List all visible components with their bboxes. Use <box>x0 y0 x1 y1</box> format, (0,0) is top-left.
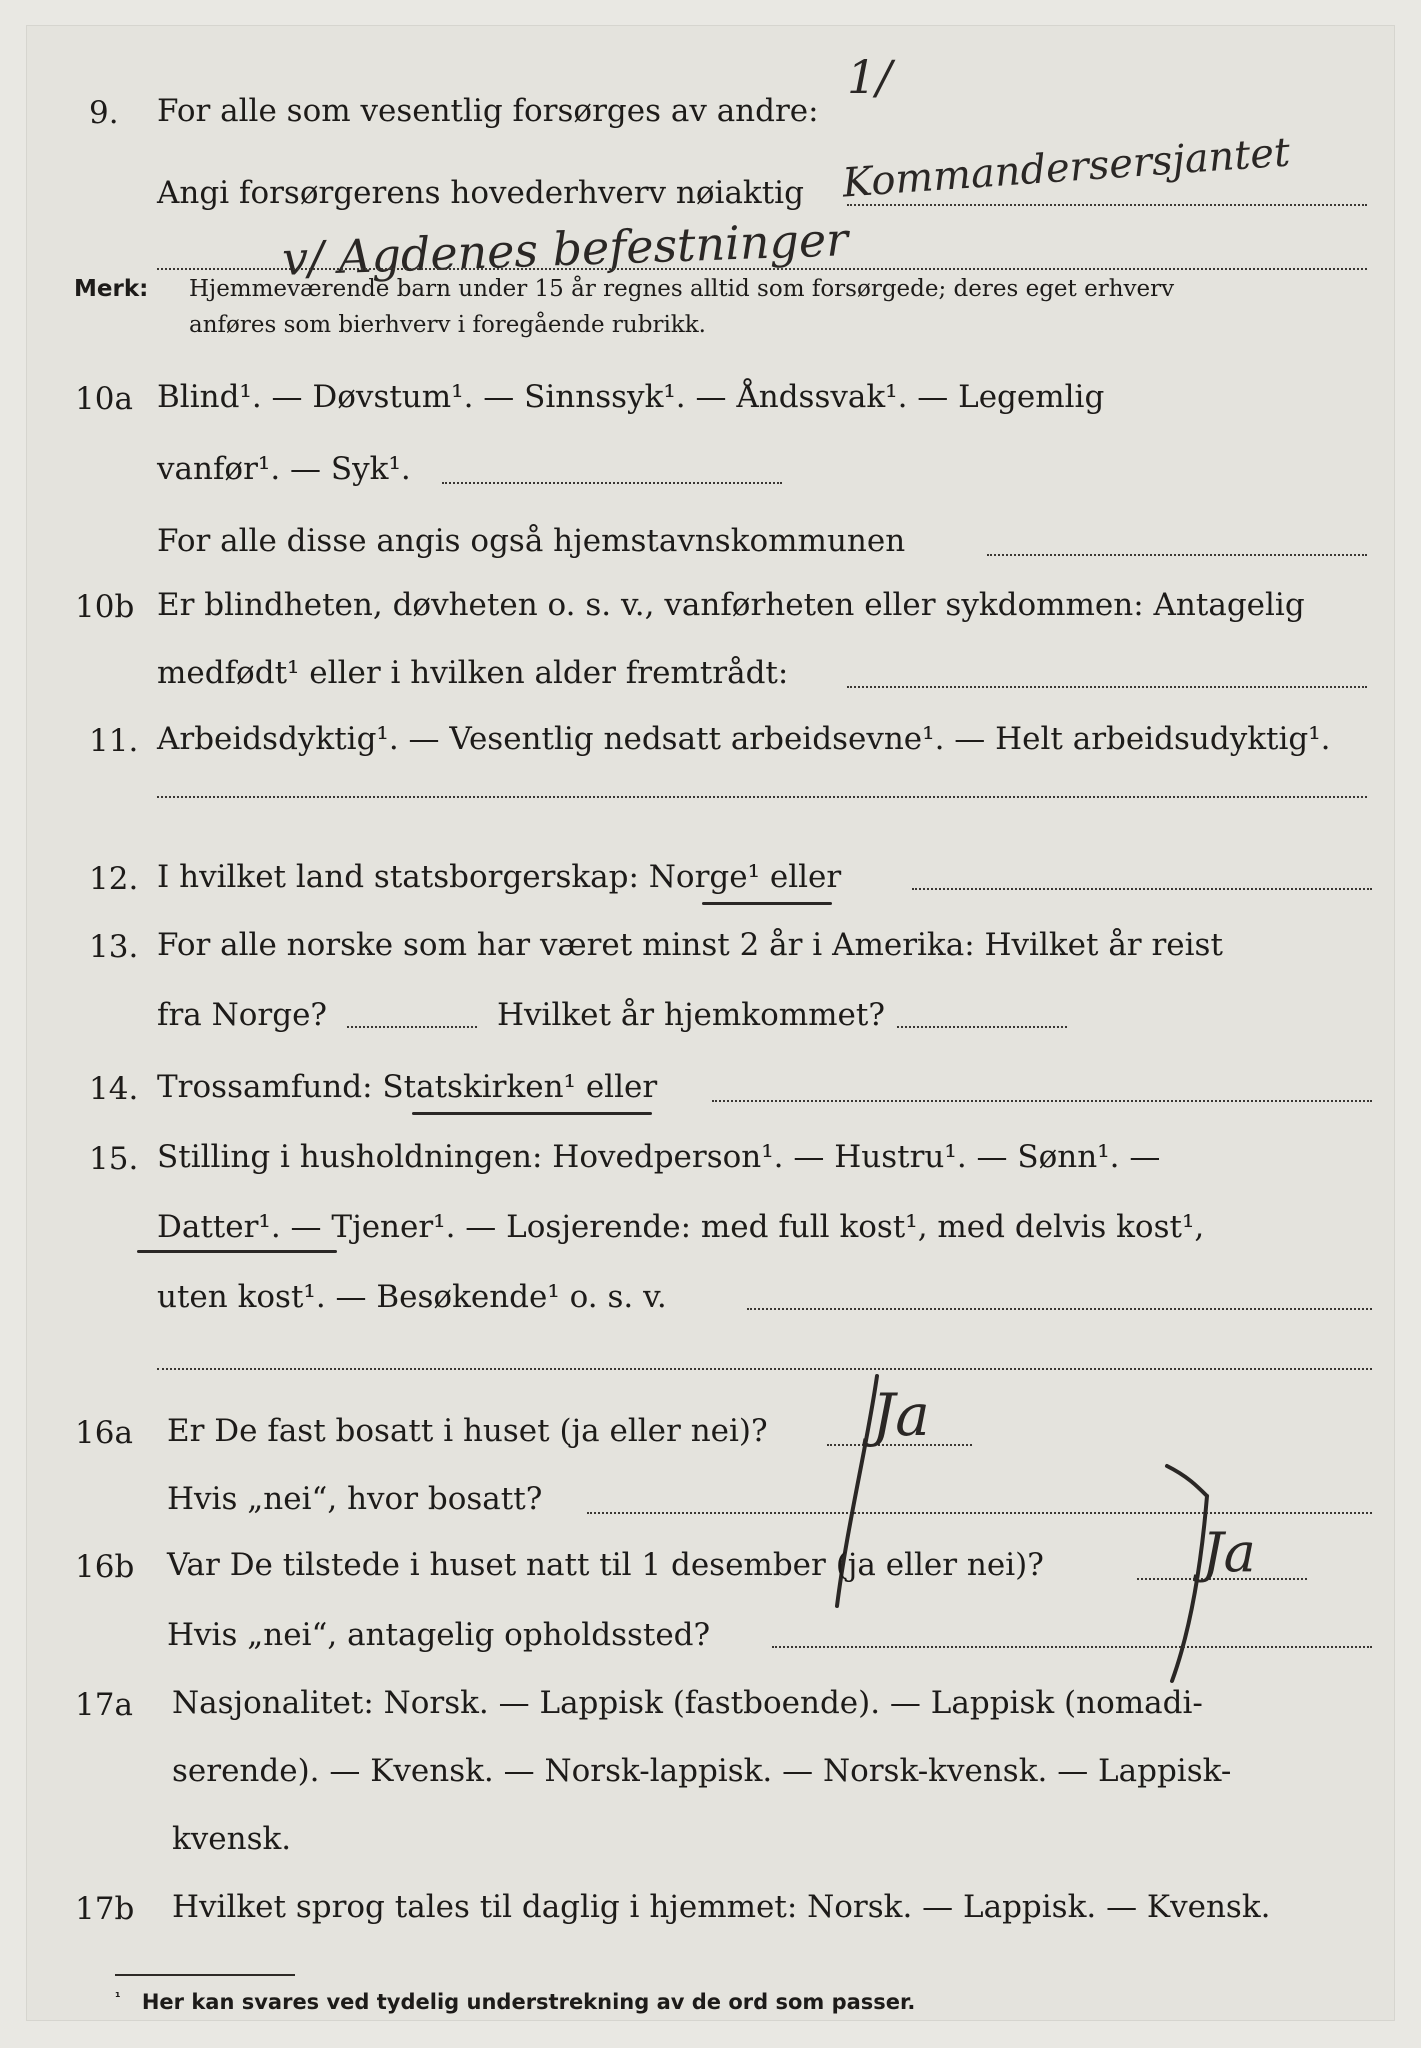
note-line-2: anføres som bierhverv i foregående rubrikk. <box>189 312 706 338</box>
question-16b-line-1: Var De tilstede i huset natt til 1 desember (ja eller nei)? <box>167 1547 1044 1583</box>
question-9-number: 9. <box>89 95 119 131</box>
question-10a-line-2: vanfør¹. — Syk¹. <box>157 451 411 487</box>
answer-dotted-line <box>157 1368 1372 1370</box>
answer-dotted-line <box>157 796 1367 798</box>
question-13-number: 13. <box>89 929 139 965</box>
answer-underline <box>137 1250 337 1253</box>
handwritten-answer-16a: Ja <box>872 1381 930 1449</box>
question-10b-line-2: medfødt¹ eller i hvilken alder fremtrådt: <box>157 655 789 691</box>
handwritten-stroke <box>807 1366 927 1626</box>
answer-underline <box>702 902 832 905</box>
question-15-line-2: Datter¹. — Tjener¹. — Losjerende: med full kost¹, med delvis kost¹, <box>157 1209 1205 1245</box>
question-17b-number: 17b <box>75 1891 135 1927</box>
question-10a-line-1: Blind¹. — Døvstum¹. — Sinnssyk¹. — Åndssvak¹. — Legemlig <box>157 379 1105 415</box>
question-13-line-2a: fra Norge? <box>157 997 328 1033</box>
question-12-number: 12. <box>89 861 139 897</box>
question-11-line-1: Arbeidsdyktig¹. — Vesentlig nedsatt arbeidsevne¹. — Helt arbeidsudyktig¹. <box>157 721 1331 757</box>
answer-dotted-line <box>157 268 1367 270</box>
answer-dotted-line <box>847 686 1367 688</box>
question-14-number: 14. <box>89 1071 139 1107</box>
handwritten-employer: v/ Agdenes befestninger <box>281 212 849 286</box>
note-line-1: Hjemmeværende barn under 15 år regnes alltid som forsørgede; deres eget erhverv <box>189 276 1175 302</box>
question-14-line-1: Trossamfund: Statskirken¹ eller <box>157 1069 658 1105</box>
question-13-line-2b: Hvilket år hjemkommet? <box>497 997 885 1033</box>
question-16a-number: 16a <box>75 1415 133 1451</box>
question-17a-number: 17a <box>75 1687 133 1723</box>
question-16b-line-2: Hvis „nei“, antagelig opholdssted? <box>167 1617 711 1653</box>
question-17a-line-1: Nasjonalitet: Norsk. — Lappisk (fastboende). — Lappisk (nomadi- <box>172 1685 1203 1721</box>
footnote <box>115 1989 915 2014</box>
question-10a-line-3: For alle disse angis også hjemstavnskommunen <box>157 523 906 559</box>
answer-dotted-line <box>847 204 1367 206</box>
question-9-line-2: Angi forsørgerens hovederhverv nøiaktig <box>157 175 804 211</box>
question-11-number: 11. <box>89 723 139 759</box>
question-10b-number: 10b <box>75 589 135 625</box>
answer-dotted-line <box>712 1100 1372 1102</box>
question-17a-line-3: kvensk. <box>172 1821 292 1857</box>
answer-dotted-line <box>897 1026 1067 1028</box>
question-16a-line-1: Er De fast bosatt i huset (ja eller nei)? <box>167 1413 768 1449</box>
note-label: Merk: <box>74 276 149 302</box>
answer-dotted-line <box>987 554 1367 556</box>
footnote-rule <box>115 1974 295 1976</box>
question-17a-line-2: serende). — Kvensk. — Norsk-lappisk. — Norsk-kvensk. — Lappisk- <box>172 1753 1232 1789</box>
question-13-line-1: For alle norske som har været minst 2 år i Amerika: Hvilket år reist <box>157 927 1223 963</box>
question-9-line-1: For alle som vesentlig forsørges av andre: <box>157 93 819 129</box>
question-17b-line-1: Hvilket sprog tales til daglig i hjemmet: Norsk. — Lappisk. — Kvensk. <box>172 1889 1271 1925</box>
answer-dotted-line <box>772 1646 1372 1648</box>
answer-underline <box>412 1112 652 1115</box>
question-10b-line-1: Er blindheten, døvheten o. s. v., vanførheten eller sykdommen: Antagelig <box>157 587 1305 623</box>
question-12-line-1: I hvilket land statsborgerskap: Norge¹ eller <box>157 859 842 895</box>
footnote-mark: ¹ <box>115 1989 121 2004</box>
answer-dotted-line <box>442 482 782 484</box>
question-15-number: 15. <box>89 1141 139 1177</box>
handwritten-occupation: Kommandersersjantet <box>840 129 1292 207</box>
question-10a-number: 10a <box>75 381 133 417</box>
footnote-text: Her kan svares ved tydelig understrekning av de ord som passer. <box>141 1990 916 2014</box>
answer-dotted-line <box>347 1026 477 1028</box>
question-16b-number: 16b <box>75 1549 135 1585</box>
question-16a-line-2: Hvis „nei“, hvor bosatt? <box>167 1481 543 1517</box>
answer-dotted-line <box>747 1308 1372 1310</box>
question-15-line-1: Stilling i husholdningen: Hovedperson¹. — Hustru¹. — Sønn¹. — <box>157 1139 1161 1175</box>
census-form-page <box>27 26 1394 2020</box>
handwritten-answer-16b: Ja <box>1202 1521 1256 1584</box>
answer-dotted-line <box>912 888 1372 890</box>
handwritten-fraction: 1/ <box>847 50 892 104</box>
question-15-line-3: uten kost¹. — Besøkende¹ o. s. v. <box>157 1279 667 1315</box>
